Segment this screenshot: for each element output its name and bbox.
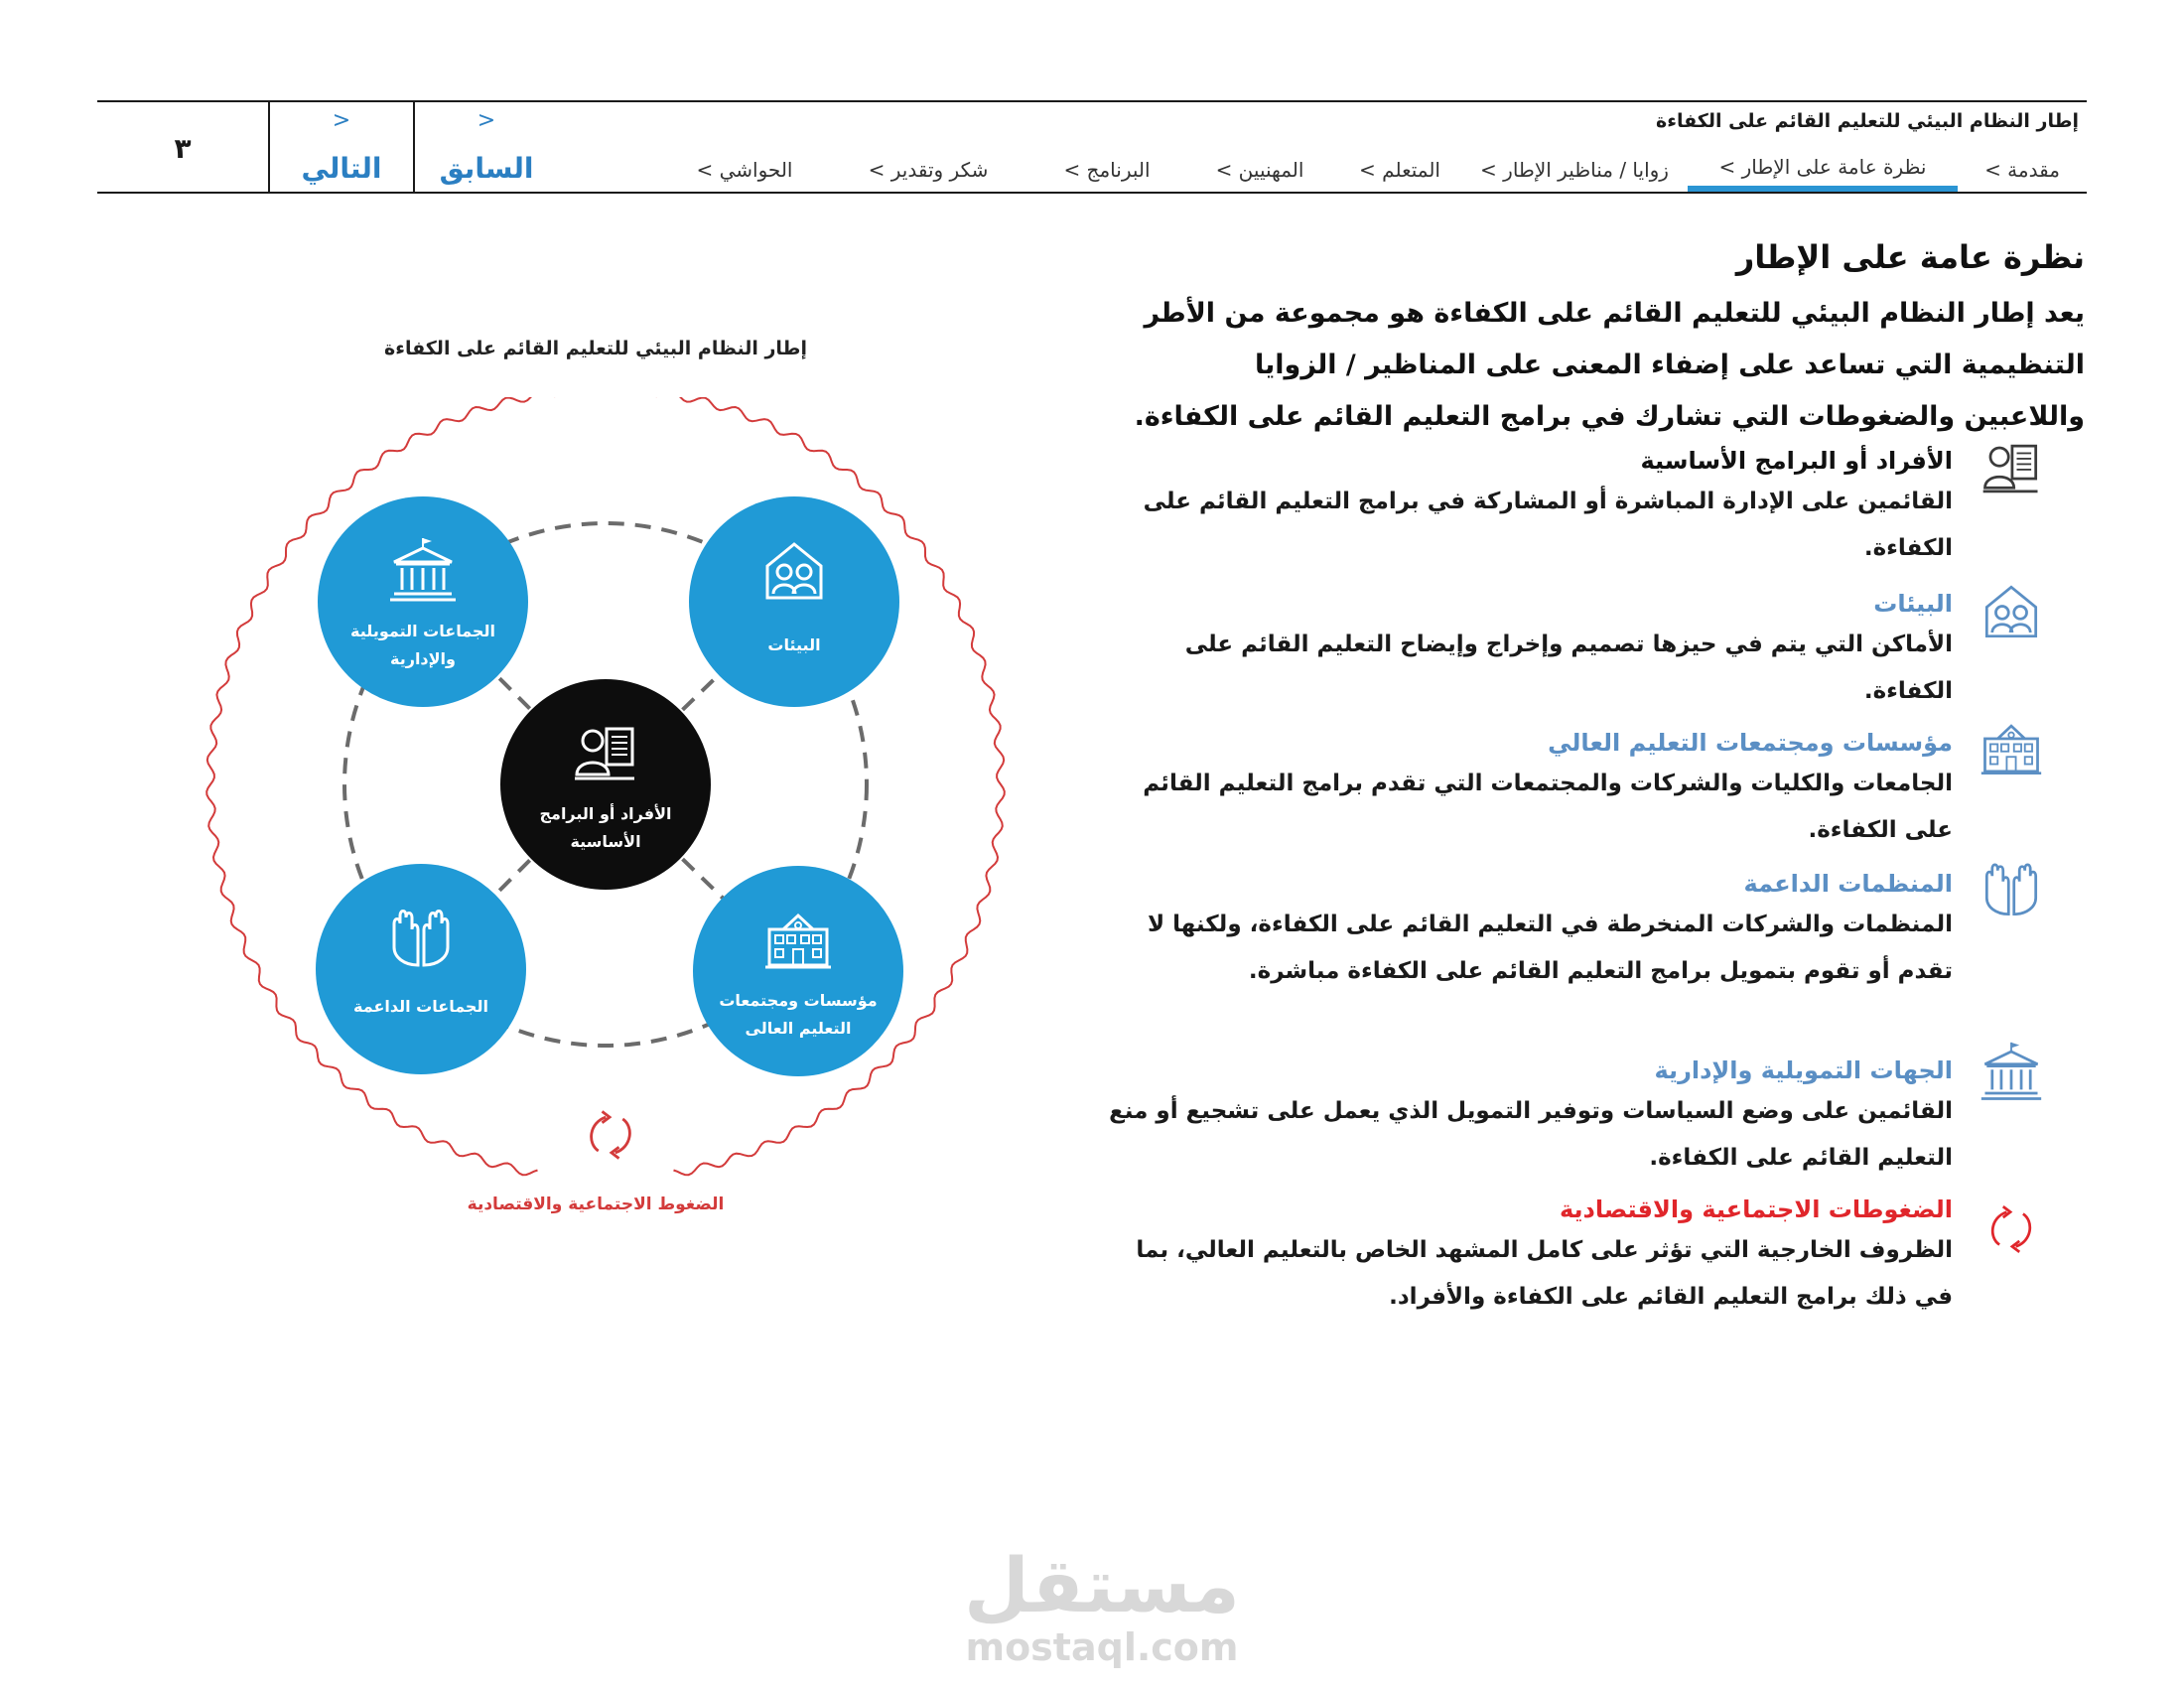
node-supporting-groups: [316, 864, 526, 1074]
tab-acknowledgments[interactable]: شكر وتقدير >: [868, 158, 989, 182]
entry-description: القائمين على الإدارة المباشرة أو المشاركة في برامج التعليم القائم على الكفاءة.: [1143, 489, 1953, 561]
entry-title: البيئات: [1873, 590, 1953, 618]
raised-hands-icon: [1976, 858, 2047, 921]
nav-area: [558, 102, 2087, 194]
entry-title: الضغوطات الاجتماعية والاقتصادية: [1559, 1196, 1953, 1223]
tab-professionals[interactable]: المهنيين >: [1215, 158, 1304, 182]
house-people-icon: [1976, 580, 2047, 643]
watermark: [953, 1541, 1251, 1669]
diagram-title: إطار النظام البيئي للتعليم القائم على الكفاءة: [384, 338, 807, 359]
previous-button[interactable]: [413, 102, 558, 194]
header-bar: [97, 100, 2087, 194]
tab-introduction[interactable]: مقدمة >: [1984, 158, 2060, 182]
tab-framework-overview[interactable]: نظرة عامة على الإطار >: [1688, 148, 1958, 192]
entry-title: الأفراد أو البرامج الأساسية: [1640, 447, 1953, 475]
entry-individuals: [1099, 443, 1953, 572]
school-building-icon: [1976, 717, 2047, 780]
node-institutions: [693, 866, 903, 1076]
cycle-arrows-icon: [592, 1111, 630, 1158]
entry-funding-bodies: [1099, 1053, 1953, 1182]
entry-supporting-orgs: [1099, 866, 1953, 995]
intro-paragraph: يعد إطار النظام البيئي للتعليم القائم على الكفاءة هو مجموعة من الأطر التنظيمية التي تساعد على إضفاء المعنى على المناظير / الزوايا واللاعبين والضغوطات التي تشارك في برامج التعليم القائم على الكفاءة.: [1134, 298, 2085, 432]
government-building-icon: [1976, 1041, 2047, 1104]
entry-pressures: [1099, 1192, 1953, 1321]
entry-description: المنظمات والشركات المنخرطة في التعليم القائم على الكفاءة، ولكنها لا تقدم أو تقوم بتمويل برامج التعليم القائم على الكفاءة مباشرة.: [1147, 912, 1953, 984]
raised-hands-icon: [386, 904, 456, 973]
entry-institutions: [1099, 725, 1953, 854]
node-label: مؤسسات ومجتمعات التعليم العالى: [719, 991, 878, 1038]
entry-description: الجامعات والكليات والشركات والمجتمعات التي تقدم برامج التعليم القائم على الكفاءة.: [1143, 771, 1953, 843]
person-document-icon: [1976, 437, 2047, 500]
entry-description: القائمين على وضع السياسات وتوفير التمويل الذي يعمل على تشجيع أو منع التعليم القائم على الكفاءة.: [1109, 1098, 1953, 1171]
entry-environments: [1099, 586, 1953, 715]
section-title: نظرة عامة على الإطار: [1735, 238, 2085, 276]
next-label: التالي: [301, 152, 382, 185]
node-label: الجماعات التمويلية والإدارية: [350, 622, 495, 668]
person-document-icon: [571, 719, 640, 788]
tab-footnotes[interactable]: الحواشي >: [696, 158, 793, 182]
node-funding-bodies: [318, 496, 528, 707]
node-individuals: [500, 679, 711, 890]
watermark-arabic: مستقل: [964, 1541, 1240, 1629]
entry-title: المنظمات الداعمة: [1743, 870, 1953, 898]
tab-framework-perspectives[interactable]: زوايا / مناظير الإطار >: [1480, 158, 1669, 182]
entry-description: الأماكن التي يتم في حيزها تصميم وإخراج وإيضاح التعليم القائم على الكفاءة.: [1184, 632, 1953, 704]
tab-learner[interactable]: المتعلم >: [1359, 158, 1440, 182]
cycle-arrows-icon: [1976, 1197, 2047, 1261]
government-building-icon: [388, 536, 458, 606]
page-number: ٣: [174, 131, 192, 165]
entry-description: الظروف الخارجية التي تؤثر على كامل المشهد الخاص بالتعليم العالي، بما في ذلك برامج التعليم القائم على الكفاءة والأفراد.: [1136, 1237, 1953, 1310]
chevron-icon: <: [477, 108, 496, 133]
node-label: الجماعات الداعمة: [353, 997, 488, 1016]
entry-title: الجهات التمويلية والإدارية: [1654, 1056, 1953, 1084]
chevron-icon: <: [332, 108, 351, 133]
nav-tabs: [665, 148, 2087, 192]
node-environments: [689, 496, 899, 707]
entry-title: مؤسسات ومجتمعات التعليم العالي: [1548, 729, 1953, 757]
ecosystem-diagram: [189, 397, 1042, 1211]
previous-label: السابق: [439, 152, 534, 185]
house-people-icon: [759, 536, 829, 606]
school-building-icon: [763, 906, 833, 975]
next-button[interactable]: [268, 102, 413, 194]
pressure-label: الضغوط الاجتماعية والاقتصادية: [467, 1195, 725, 1214]
document-title: إطار النظام البيئي للتعليم القائم على الكفاءة: [1656, 110, 2079, 132]
node-label: البيئات: [767, 635, 821, 654]
node-label: الأفراد أو البرامج الأساسية: [539, 804, 672, 851]
tab-program[interactable]: البرنامج >: [1063, 158, 1151, 182]
watermark-latin: mostaql.com: [965, 1625, 1239, 1669]
